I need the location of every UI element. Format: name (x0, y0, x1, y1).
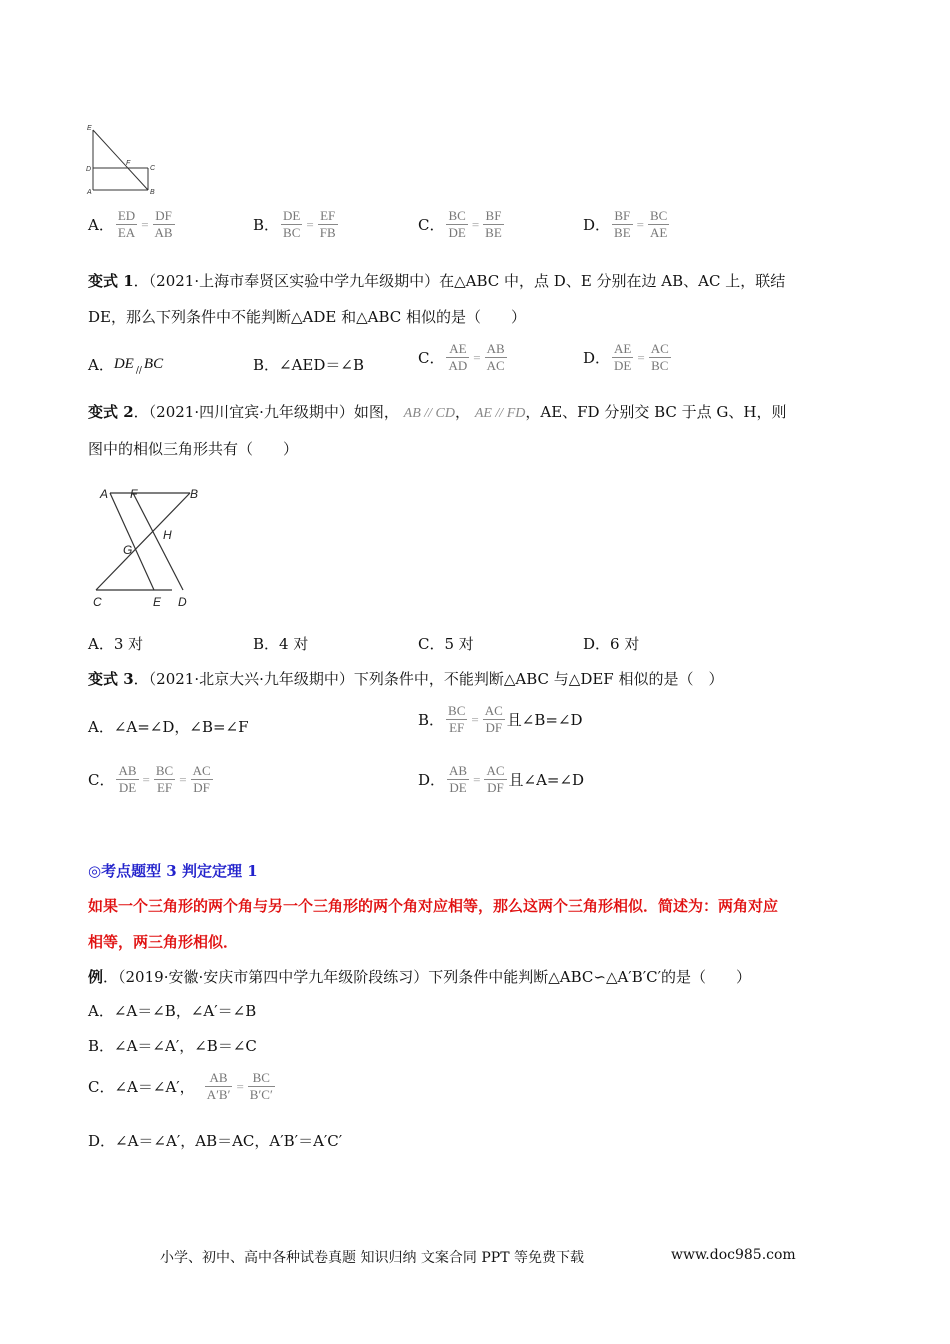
fraction: $\frac{AB}{DE}$ (118, 763, 137, 795)
theorem-line-2: 相等，两三角形相似． (88, 933, 239, 951)
fig2-label-h: H (163, 528, 172, 542)
q1-option-b: B． ∠AED＝∠B (253, 356, 364, 374)
example-option-c: C．∠A＝∠A′， $\frac{AB}{A'B'}$ = $\frac{BC}{B'C'}$ (88, 1070, 273, 1102)
q3-option-b: B． $\frac{BC}{EF}$ = $\frac{AC}{DF}$ 且∠B=∠D (418, 703, 583, 735)
fraction: $\frac{BC}{AE}$ (650, 208, 668, 240)
fraction: $\frac{ED}{EA}$ (117, 208, 136, 240)
q0-option-b: B． $\frac{DE}{BC}$ = $\frac{EF}{FB}$ (253, 208, 336, 240)
q2-line-1: 变式 2．（2021·四川宜宾·九年级期中）如图， AB // CD， AE // FD，AE、FD 分别交 BC 于点 G、H，则 (88, 403, 787, 421)
fig1-label-a: A (87, 189, 92, 196)
example-line-1: 例．（2019·安徽·安庆市第四中学九年级阶段练习）下列条件中能判断△ABC∽△A′B′C′的是（ ） (88, 968, 752, 986)
fig1-label-b: B (150, 189, 155, 196)
fraction: $\frac{AC}{DF}$ (484, 703, 503, 735)
footer-text: 小学、初中、高中各种试卷真题 知识归纳 文案合同 PPT 等免费下载 (160, 1250, 584, 1266)
q3-option-c: C． $\frac{AB}{DE}$ = $\frac{BC}{EF}$ = $\frac{AC}{DF}$ (88, 763, 211, 795)
fraction: $\frac{AE}{DE}$ (614, 341, 632, 373)
fig2-label-g: G (123, 543, 133, 557)
fig1-label-c: C (150, 165, 156, 172)
fraction: $\frac{BF}{BE}$ (614, 208, 631, 240)
fraction: $\frac{DF}{AB}$ (154, 208, 173, 240)
fraction: $\frac{AC}{BC}$ (650, 341, 669, 373)
fig2-label-c: C (93, 595, 102, 609)
q1-line-1: 变式 1．（2021·上海市奉贤区实验中学九年级期中）在△ABC 中，点 D、E 分别在边 AB、AC 上，联结 (88, 272, 786, 290)
fraction: $\frac{AE}{AD}$ (448, 341, 468, 373)
fig2-label-f: F (130, 487, 138, 501)
fraction: $\frac{AC}{DF}$ (192, 763, 211, 795)
q3-line-1: 变式 3．（2021·北京大兴·九年级期中）下列条件中，不能判断△ABC 与△DEF 相似的是（ ） (88, 670, 724, 688)
example-option-b: B．∠A＝∠A′，∠B＝∠C (88, 1037, 257, 1055)
fig2-label-d: D (178, 595, 187, 609)
footer-site[interactable]: www.doc985.com (671, 1247, 796, 1263)
fig1-label-e: E (87, 125, 92, 132)
fig1-label-f: F (126, 160, 131, 167)
q2-option-d: D．6 对 (583, 635, 640, 653)
q2-option-c: C．5 对 (418, 635, 474, 653)
fig2-label-e: E (153, 595, 162, 609)
fraction: $\frac{AB}{A'B'}$ (206, 1070, 231, 1102)
q1-option-d: D． $\frac{AE}{DE}$ = $\frac{AC}{BC}$ (583, 341, 669, 373)
figure-rectangle-diagram (84, 122, 164, 200)
fraction: $\frac{BF}{BE}$ (485, 208, 502, 240)
theorem-line-1: 如果一个三角形的两个角与另一个三角形的两个角对应相等，那么这两个三角形相似．简述为：两角对应 (88, 897, 779, 915)
figure-parallel-lines (86, 482, 198, 610)
q0-option-d: D． $\frac{BF}{BE}$ = $\frac{BC}{AE}$ (583, 208, 668, 240)
fraction: $\frac{BC}{B'C'}$ (249, 1070, 273, 1102)
fraction: $\frac{EF}{FB}$ (319, 208, 336, 240)
fig1-label-d: D (86, 166, 92, 173)
fraction: $\frac{AC}{DF}$ (486, 763, 505, 795)
q2-option-b: B．4 对 (253, 635, 309, 653)
q1-option-c: C． $\frac{AE}{AD}$ = $\frac{AB}{AC}$ (418, 341, 505, 373)
q3-option-a: A．∠A=∠D，∠B=∠F (88, 718, 249, 736)
fraction: $\frac{AB}{DE}$ (449, 763, 468, 795)
q1-line-2: DE，那么下列条件中不能判断△ADE 和△ABC 相似的是（ ） (88, 308, 527, 326)
fraction: $\frac{DE}{BC}$ (283, 208, 301, 240)
section-heading: ◎考点题型 3 判定定理 1 (88, 862, 258, 880)
q0-option-a: A． $\frac{ED}{EA}$ = $\frac{DF}{AB}$ (88, 208, 173, 240)
example-option-a: A．∠A＝∠B，∠A′＝∠B (88, 1002, 257, 1020)
fig2-label-a: A (100, 487, 109, 501)
fraction: $\frac{BC}{DE}$ (448, 208, 466, 240)
example-option-d: D．∠A＝∠A′，AB＝AC，A′B′＝A′C′ (88, 1132, 343, 1150)
q2-line-2: 图中的相似三角形共有（ ） (88, 440, 299, 458)
q0-option-c: C． $\frac{BC}{DE}$ = $\frac{BF}{BE}$ (418, 208, 502, 240)
q1-option-a: A． DE // BC (88, 356, 164, 376)
fraction: $\frac{BC}{EF}$ (155, 763, 174, 795)
fraction: $\frac{AB}{AC}$ (486, 341, 505, 373)
q2-option-a: A．3 对 (88, 635, 144, 653)
q3-option-d: D． $\frac{AB}{DE}$ = $\frac{AC}{DF}$ 且∠A=∠D (418, 763, 585, 795)
fraction: $\frac{BC}{EF}$ (448, 703, 466, 735)
fig2-label-b: B (190, 487, 198, 501)
